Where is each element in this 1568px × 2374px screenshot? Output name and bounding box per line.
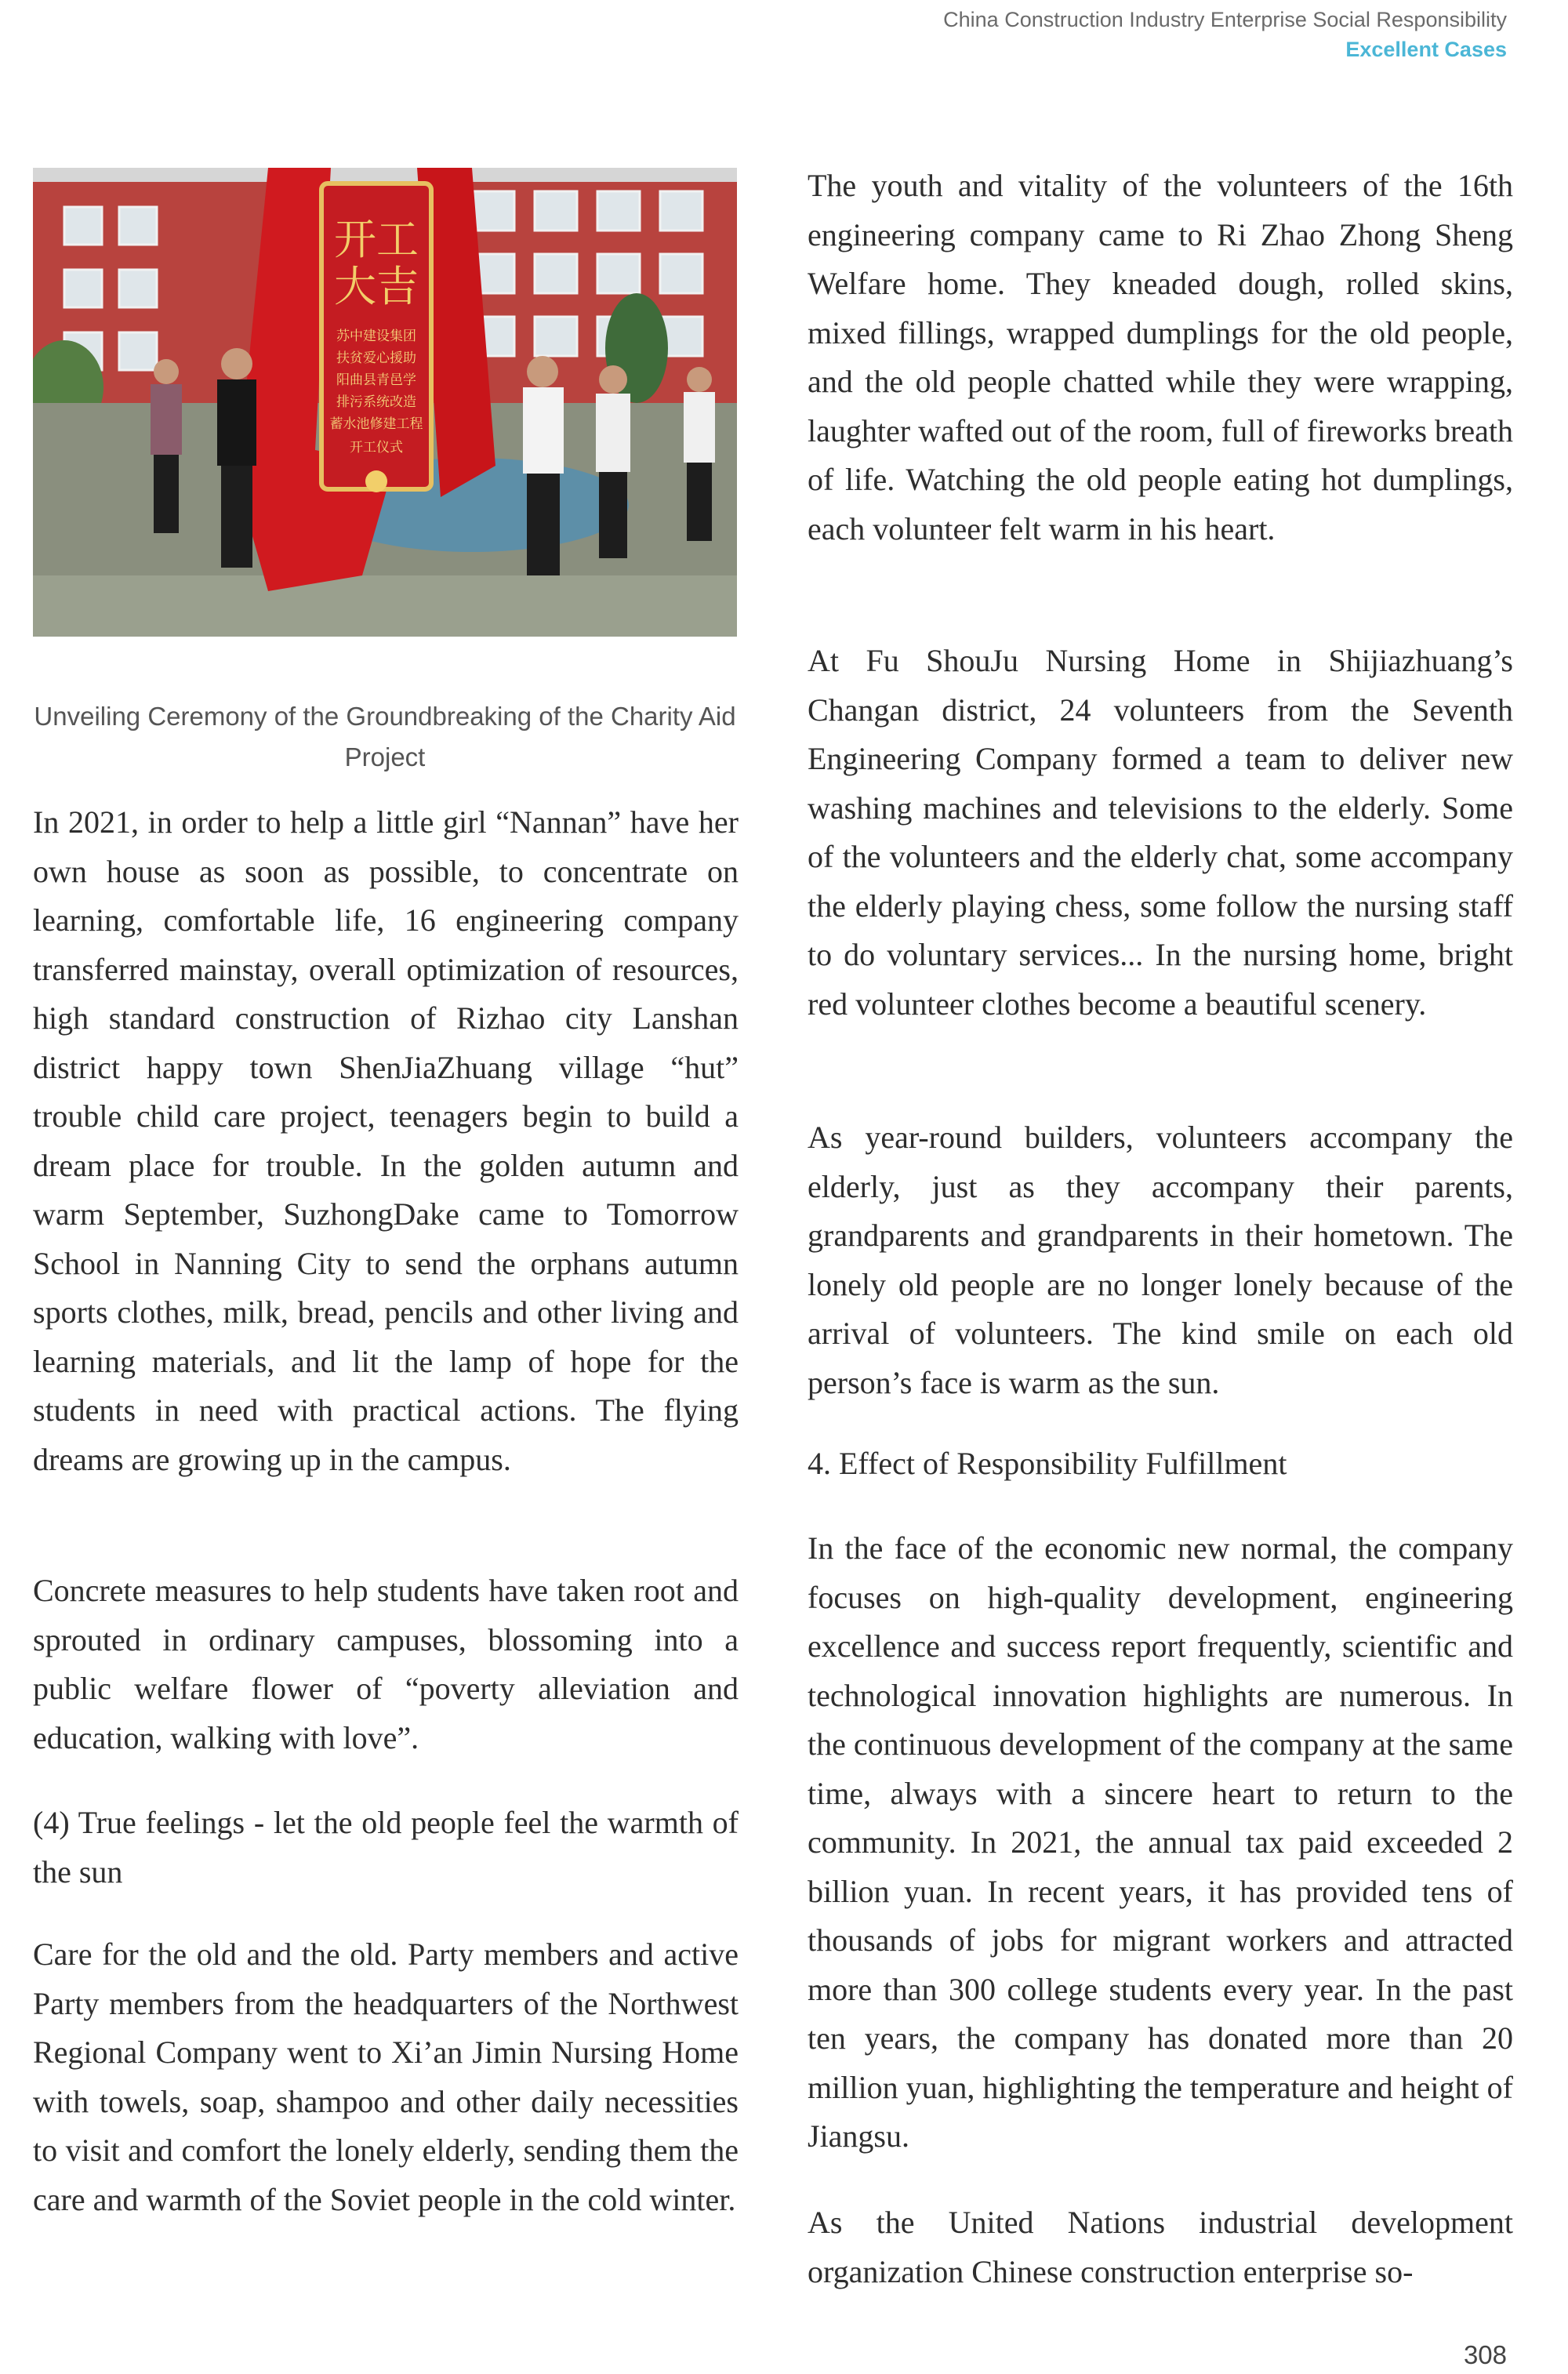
page-number: 308 bbox=[1463, 2340, 1507, 2369]
svg-text:开工: 开工 bbox=[334, 215, 419, 264]
right-paragraph-1: The youth and vitality of the volunteers of the 16th engineering company came to Ri Zhao Zhong Sheng Welfare home. They kneaded dough, rolled skins, mixed fillings, wrapped dumplings for the old people, and the old people chatted while they were wrapping, laughter wafted out of the room, full of fireworks breath of life. Watching the old people eating hot dumplings, each volunteer felt warm in his heart. bbox=[808, 168, 1513, 546]
ceremony-photo bbox=[33, 168, 737, 637]
svg-text:排污系统改造: 排污系统改造 bbox=[336, 394, 416, 410]
svg-text:开工仪式: 开工仪式 bbox=[350, 440, 403, 456]
right-paragraph-6: As the United Nations industrial development organization Chinese construction enterprise so- bbox=[808, 2205, 1513, 2289]
left-paragraph-2: Concrete measures to help students have taken root and sprouted in ordinary campuses, blossoming into a public welfare flower of “poverty alleviation and education, walking with love”. bbox=[33, 1573, 739, 1755]
svg-text:苏中建设集团: 苏中建设集团 bbox=[336, 329, 416, 344]
svg-text:扶贫爱心援助: 扶贫爱心援助 bbox=[336, 350, 416, 366]
svg-text:大吉: 大吉 bbox=[334, 262, 419, 311]
svg-text:阳曲县青邑学: 阳曲县青邑学 bbox=[336, 372, 416, 388]
section-heading-effect: 4. Effect of Responsibility Fulfillment bbox=[808, 1446, 1287, 1481]
header-subtitle: Excellent Cases bbox=[1345, 38, 1507, 61]
section-heading-4: (4) True feelings - let the old people feel the warmth of the sun bbox=[33, 1805, 739, 1889]
photo-caption: Unveiling Ceremony of the Groundbreaking of the Charity Aid Project bbox=[34, 702, 736, 771]
right-paragraph-5: In the face of the economic new normal, the company focuses on high-quality development, engineering excellence and success report frequently, scientific and technological innovation highlights are numerous. In the continuous development of the company at the same time, always with a sincere heart to return to the community. In 2021, the annual tax paid exceeded 2 billion yuan. In recent years, it has provided tens of thousands of jobs for migrant workers and attracted more than 300 college students every year. In the past ten years, the company has donated more than 20 million yuan, highlighting the temperature and height of Jiangsu. bbox=[808, 1530, 1513, 2154]
right-paragraph-2: At Fu ShouJu Nursing Home in Shijiazhuang’s Changan district, 24 volunteers from the Seventh Engineering Company formed a team to deliver new washing machines and televisions to the elderly. Some of the volunteers and the elderly chat, some accompany the elderly playing chess, some follow the nursing staff to do voluntary services... In the nursing home, bright red volunteer clothes become a beautiful scenery. bbox=[808, 643, 1513, 1022]
page-header bbox=[943, 5, 1507, 64]
right-paragraph-3: As year-round builders, volunteers accompany the elderly, just as they accompany their parents, grandparents and grandparents in their hometown. The lonely old people are no longer lonely because of the arrival of volunteers. The kind smile on each old person’s face is warm as the sun. bbox=[808, 1120, 1513, 1400]
svg-text:蓄水池修建工程: 蓄水池修建工程 bbox=[329, 416, 423, 432]
header-title: China Construction Industry Enterprise Social Responsibility bbox=[943, 8, 1507, 31]
left-paragraph-1: In 2021, in order to help a little girl “Nannan” have her own house as soon as possible, to concentrate on learning, comfortable life, 16 engineering company transferred mainstay, overall optimization of resources, high standard construction of Rizhao city Lanshan district happy town ShenJiaZhuang village “hut” trouble child care project, teenagers begin to build a dream place for trouble. In the golden autumn and warm September, SuzhongDake came to Tomorrow School in Nanning City to send the orphans autumn sports clothes, milk, bread, pencils and other living and learning materials, and lit the lamp of hope for the students in need with practical actions. The flying dreams are growing up in the campus. bbox=[33, 804, 739, 1477]
left-paragraph-4: Care for the old and the old. Party members and active Party members from the headquarters of the Northwest Regional Company went to Xi’an Jimin Nursing Home with towels, soap, shampoo and other daily necessities to visit and comfort the lonely elderly, sending them the care and warmth of the Soviet people in the cold winter. bbox=[33, 1937, 739, 2217]
